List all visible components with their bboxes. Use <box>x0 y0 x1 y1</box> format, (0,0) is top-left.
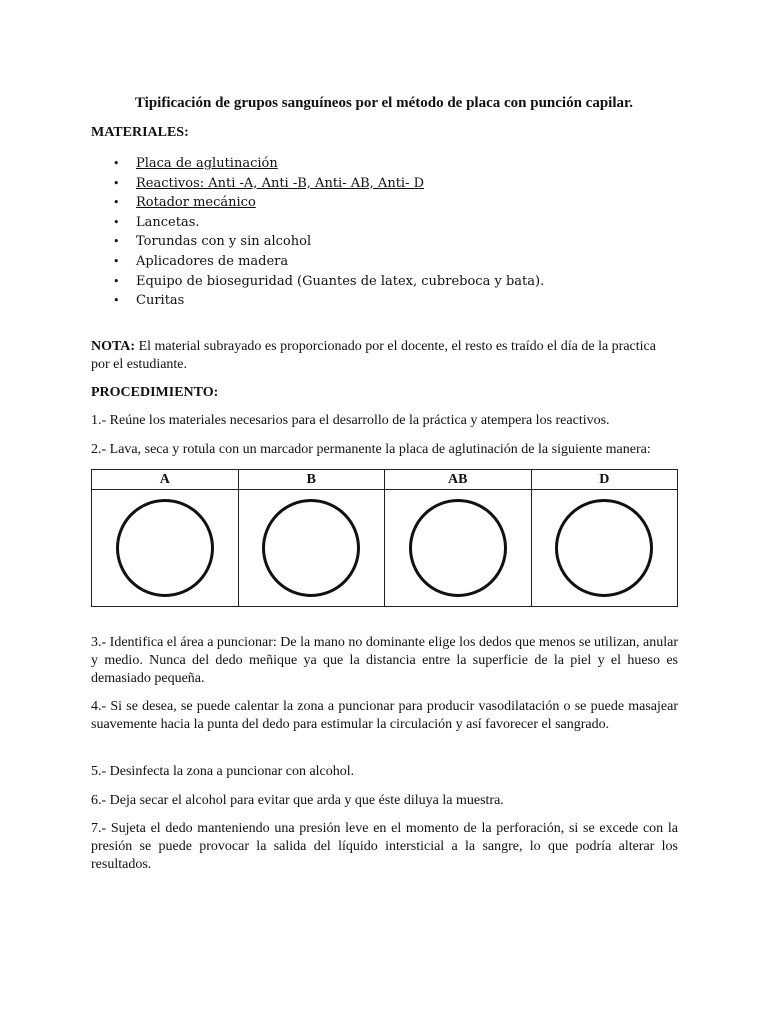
plate-well-circle <box>555 499 653 597</box>
list-item <box>91 232 544 252</box>
plate-column-header: D <box>531 470 678 490</box>
bullet-icon: • <box>113 196 120 210</box>
list-item-text: Reactivos: Anti -A, Anti -B, Anti- AB, Anti- D <box>136 175 425 191</box>
procedure-step-4: 4.- Si se desea, se puede calentar la zona a puncionar para producir vasodilatación o se puede masajear suavemente hacia la punta del dedo para estimular la circulación y así favorecer el sangrado. <box>91 699 678 732</box>
procedure-heading: PROCEDIMIENTO: <box>91 385 219 400</box>
plate-well-circle <box>116 499 214 597</box>
procedure-step-5: 5.- Desinfecta la zona a puncionar con alcohol. <box>91 764 355 779</box>
plate-cell <box>92 490 239 607</box>
list-item-text: Equipo de bioseguridad (Guantes de latex, cubreboca y bata). <box>136 273 545 289</box>
list-item-text: Placa de aglutinación <box>136 156 278 171</box>
bullet-icon: • <box>113 294 120 308</box>
procedure-step-3: 3.- Identifica el área a puncionar: De la mano no dominante elige los dedos que menos se utilizan, anular y medio. Nunca del dedo meñique ya que la distancia entre la superficie de la piel y el hueso es demasiado pequeña. <box>91 635 679 686</box>
list-item <box>91 154 544 174</box>
plate-column-header: AB <box>385 470 532 490</box>
plate-cell <box>238 490 385 607</box>
procedure-step-7: 7.- Sujeta el dedo manteniendo una presión leve en el momento de la perforación, si se excede con la presión se puede provocar la salida del líquido intersticial a la sangre, lo que podría alterar los resultados. <box>91 821 678 872</box>
list-item <box>91 193 544 213</box>
list-item <box>91 291 544 311</box>
bullet-icon: • <box>113 254 120 268</box>
list-item-text: Lancetas. <box>136 214 200 230</box>
plate-column-header: B <box>238 470 385 490</box>
plate-cell <box>385 490 532 607</box>
list-item-text: Rotador mecánico <box>136 195 256 211</box>
list-item <box>91 252 544 272</box>
note-paragraph <box>91 338 678 374</box>
note-label: NOTA: <box>91 339 136 354</box>
list-item-text: Curitas <box>136 293 185 309</box>
plate-column-header: A <box>92 470 239 490</box>
list-item <box>91 174 544 194</box>
plate-cell <box>531 490 678 607</box>
materials-heading: MATERIALES: <box>91 125 189 140</box>
materials-list <box>91 154 544 311</box>
procedure-step-1: 1.- Reúne los materiales necesarios para el desarrollo de la práctica y atempera los reactivos. <box>91 413 610 428</box>
list-item-text: Torundas con y sin alcohol <box>136 234 312 250</box>
bullet-icon: • <box>113 215 120 229</box>
bullet-icon: • <box>113 274 120 288</box>
document-title: Tipificación de grupos sanguíneos por el método de placa con punción capilar. <box>134 95 634 111</box>
note-text: El material subrayado es proporcionado por el docente, el resto es traído el día de la practica por el estudiante. <box>91 339 656 372</box>
procedure-step-2: 2.- Lava, seca y rotula con un marcador permanente la placa de aglutinación de la siguiente manera: <box>91 442 651 457</box>
list-item <box>91 213 544 233</box>
bullet-icon: • <box>113 176 120 190</box>
procedure-step-6: 6.- Deja secar el alcohol para evitar que arda y que éste diluya la muestra. <box>91 793 504 808</box>
plate-well-circle <box>409 499 507 597</box>
list-item-text: Aplicadores de madera <box>136 253 289 269</box>
agglutination-plate-table <box>91 469 678 607</box>
bullet-icon: • <box>113 235 120 249</box>
plate-well-circle <box>262 499 360 597</box>
list-item <box>91 272 544 292</box>
bullet-icon: • <box>113 157 120 170</box>
